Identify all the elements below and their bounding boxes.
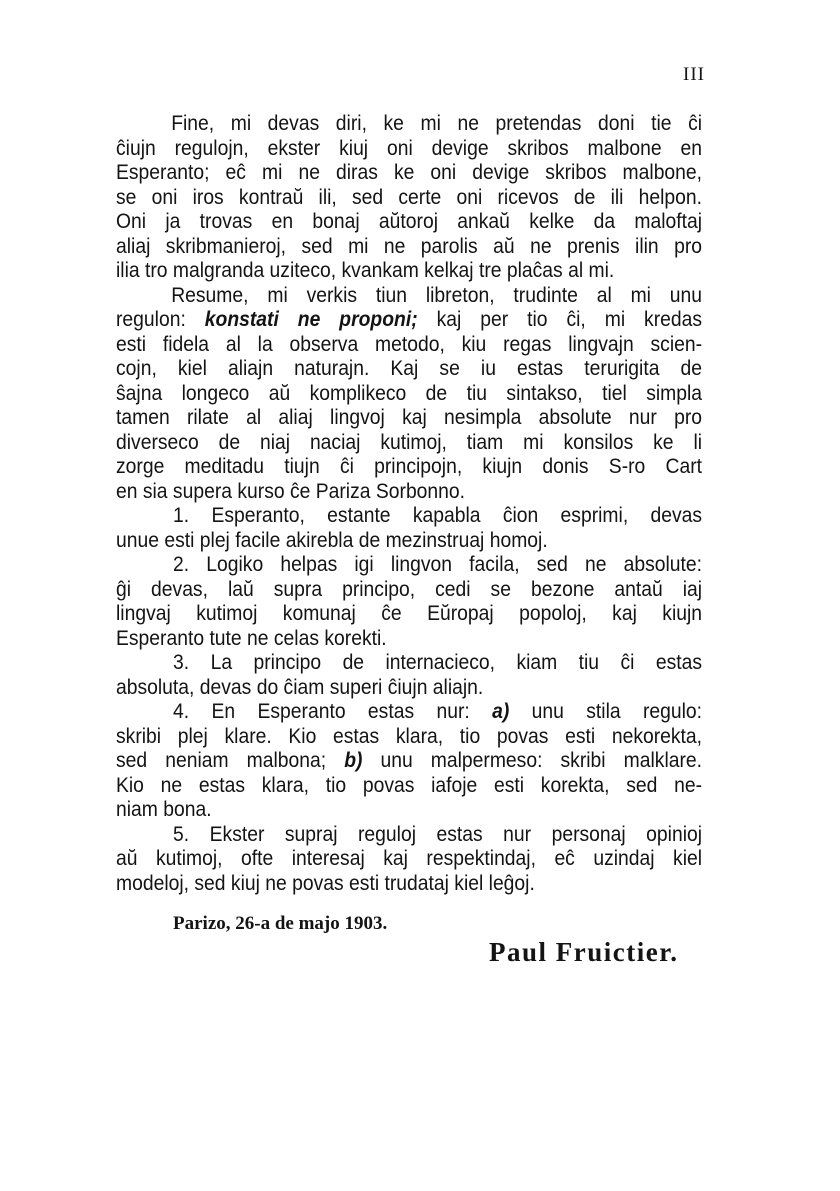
text-line: en sia supera kurso ĉe Pariza Sorbonno. [116,479,466,503]
list-item-2: 2. Logiko helpas igi lingvon facila, sed ne absolute: [173,553,703,576]
text-line [116,749,702,774]
text-line: skribi plej klare. Kio estas klara, tio povas esti nekorekta, [116,724,703,748]
text-line: ĉiujn regulojn, ekster kiuj oni devige skribos malbone en [116,136,703,160]
signature: Paul Fruictier. [489,937,679,967]
text-line: Kio ne estas klara, tio povas iafoje esti korekta, sed ne- [116,773,703,797]
emphasis-text: konstati ne proponi; [204,308,418,331]
page-number: III [683,64,705,85]
text-line: zorge meditadu tiujn ĉi principojn, kiujn donis S-ro Cart [116,455,703,478]
text-line: ŝajna longeco aŭ komplikeco de tiu sintakso, tiel simpla [116,381,703,405]
text-line: unue esti plej facile akirebla de mezinstruaj homoj. [116,528,548,552]
text-line: Esperanto tute ne celas korekti. [116,626,387,650]
text-fragment: sed neniam malbona; [116,749,345,772]
dateline: Parizo, 26-a de majo 1903. [173,913,388,934]
text-fragment: 4. En Esperanto estas nur: [173,700,493,723]
list-item-3: 3. La principo de internacieco, kiam tiu ĉi estas [173,651,703,674]
text-line: lingvaj kutimoj komunaj ĉe Eŭropaj popoloj, kaj kiujn [116,602,703,625]
list-item-4 [116,700,702,725]
list-item-5: 5. Ekster supraj reguloj estas nur personaj opinioj [173,822,703,846]
text-line: cojn, kiel aliajn naturajn. Kaj se iu estas terurigita de [116,357,703,380]
text-line: Fine, mi devas diri, ke mi ne pretendas doni tie ĉi [171,112,703,135]
text-line: aŭ kutimoj, ofte interesaj kaj respektindaj, eĉ uzindaj kiel [116,847,703,870]
text-line: ilia tro malgranda uziteco, kvankam kelkaj tre plaĉas al mi. [116,259,615,282]
text-fragment: unu stila regulo: [509,700,703,723]
emphasis-text: b) [344,749,363,772]
text-line: aliaj skribmanieroj, sed mi ne parolis aŭ ne prenis ilin pro [116,234,703,258]
emphasis-text: a) [492,700,510,723]
text-line: se oni iros kontraŭ ili, sed certe oni ricevos de ili helpon. [116,185,703,209]
text-line: absoluta, devas do ĉiam superi ĉiujn aliajn. [116,675,484,699]
text-fragment: kaj per tio ĉi, mi kredas [417,308,703,331]
text-fragment: regulon: [116,308,205,331]
text-line: tamen rilate al aliaj lingvoj kaj nesimpla absolute nur pro [116,406,703,429]
text-line: Esperanto; eĉ mi ne diras ke oni devige skribos malbone, [116,161,703,184]
list-item-1: 1. Esperanto, estante kapabla ĉion esprimi, devas [173,504,703,527]
text-line: Resume, mi verkis tiun libreton, trudinte al mi unu [171,283,703,307]
text-line: ĝi devas, laŭ supra principo, cedi se bezone antaŭ iaj [116,577,703,601]
text-line: esti fidela al la observa metodo, kiu regas lingvajn scien- [116,332,703,356]
text-line: niam bona. [116,798,212,821]
text-line: diverseco de niaj naciaj kutimoj, tiam mi konsilos ke li [116,430,703,454]
text-fragment: unu malpermeso: skribi malklare. [362,749,703,772]
text-line [116,308,702,333]
text-line: Oni ja trovas en bonaj aŭtoroj ankaŭ kelke da maloftaj [116,210,703,233]
text-line: modeloj, sed kiuj ne povas esti trudataj kiel leĝoj. [116,871,535,895]
body-text [116,112,702,896]
